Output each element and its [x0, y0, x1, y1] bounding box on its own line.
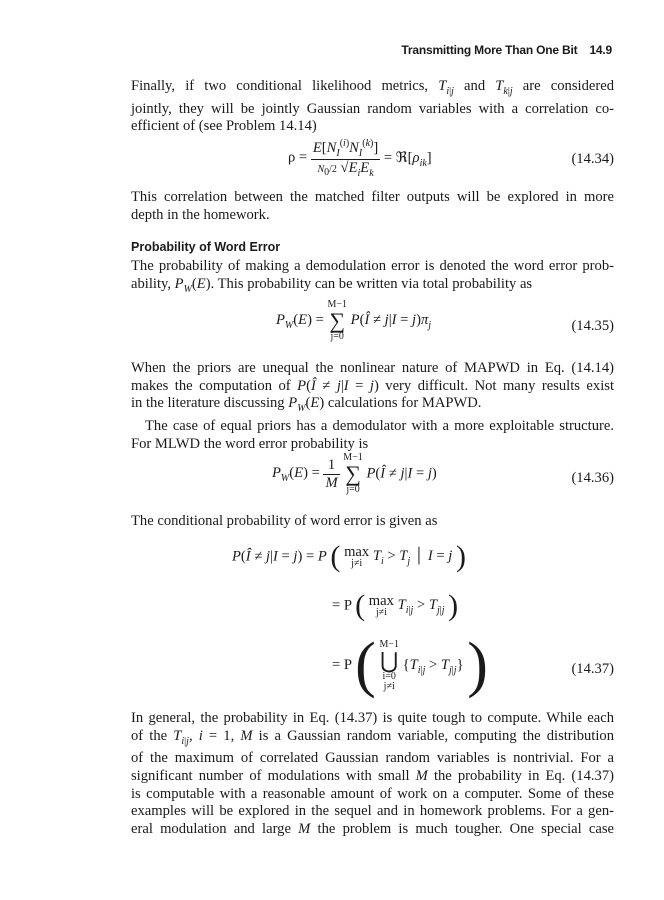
- eq4-line2-max-label: max: [368, 592, 394, 609]
- eq3-number: (14.36): [571, 470, 614, 486]
- para4-line-1: When the priors are unequal the nonlinear nature of MAPWD in Eq. (14.14): [131, 360, 614, 376]
- paren-left-icon: (: [330, 540, 341, 573]
- eq1-numerator: $E[N_I^{(i)}N_I^{(k)}]$: [312, 138, 379, 159]
- equation-14-34: [288, 138, 432, 179]
- eq1-lhs: ρ =: [288, 149, 308, 166]
- eq4-line2-body: $T_{i|j} > T_{j|j}$: [397, 597, 445, 617]
- eq1-denominator: $N_0/2$ $√E_iE_k$: [317, 159, 374, 179]
- para4-line-3: in the literature discussing $P_W(E)$ calculations for MAPWD.: [131, 395, 482, 415]
- paren-right-icon: ): [455, 540, 466, 573]
- eq4-number: (14.37): [571, 661, 614, 677]
- paren-right-icon: ): [467, 631, 488, 699]
- eq3-summation: [343, 453, 363, 495]
- eq3-sum-upper: M−1: [343, 452, 363, 463]
- paragraph-1: [131, 78, 614, 136]
- eq1-rhs: = $ℜ[\rho_{ik}]$: [383, 149, 432, 169]
- equation-14-37-line-2: [332, 589, 458, 623]
- paren-left-icon: (: [355, 589, 366, 622]
- running-header: [401, 43, 612, 57]
- eq2-sum-lower: j=0: [330, 331, 344, 342]
- eq4-line3-body: $\{T_{i|j} > T_{j|j}\}$: [402, 656, 464, 676]
- paragraph-2: [131, 189, 614, 224]
- para6-line-5: is computable with a reasonable amount of work on a computer. Some of these: [131, 785, 614, 802]
- eq3-frac-num: 1: [323, 457, 339, 475]
- eq4-line1-max-label: max: [344, 543, 370, 560]
- eq4-line2-max-sub: j≠i: [375, 607, 387, 619]
- para6-line-2: of the $T_{i|j}$, i = 1, M is a Gaussian random variable, computing the distribution: [131, 727, 615, 747]
- sigma-icon: ∑: [329, 308, 346, 333]
- eq2-number: (14.35): [571, 318, 614, 334]
- eq4-line2-max: [369, 594, 394, 619]
- equation-14-36: [272, 453, 437, 495]
- para2-line-2: depth in the homework.: [131, 206, 270, 223]
- para6-line-7: eral modulation and large M the problem is much tougher. One special case: [131, 821, 615, 838]
- para3-line-2: ability, $P_W(E)$. This probability can be written via total probability as: [131, 275, 533, 295]
- para4-line-2: makes the computation of P(Î ≠ j|I = j) very difficult. Not many results exist: [131, 377, 614, 394]
- eq4-union-upper: M−1: [379, 638, 399, 650]
- para1-line-2: jointly, they will be jointly Gaussian random variables with a correlation co-: [131, 100, 614, 117]
- equation-14-37-line-3: [332, 630, 488, 701]
- eq4-union-lower-1: i=0: [382, 670, 396, 682]
- eq2-lhs: $P_W(E)$ =: [276, 312, 324, 332]
- para5-line-1: The conditional probability of word error is given as: [131, 513, 438, 529]
- union-icon: ⋃: [380, 647, 399, 673]
- paragraph-3: [131, 258, 614, 298]
- eq4-union: [379, 640, 399, 692]
- eq1-number: (14.34): [571, 151, 614, 167]
- eq4-union-lower-2: j≠i: [383, 680, 395, 692]
- header-section-title: Transmitting More Than One Bit: [401, 43, 578, 57]
- eq2-sum-upper: M−1: [327, 299, 347, 310]
- eq4-line1-lhs: P(Î ≠ j|I = j) = P: [232, 548, 327, 565]
- eq3-fraction: [323, 457, 339, 492]
- section-heading: Probability of Word Error: [131, 240, 281, 254]
- para4-line-5: For MLWD the word error probability is: [131, 435, 369, 452]
- eq3-body: P(Î ≠ j|I = j): [366, 465, 437, 482]
- para6-line-4: significant number of modulations with small M the probability in Eq. (14.37): [131, 768, 614, 785]
- eq3-frac-den: M: [325, 474, 338, 491]
- eq4-line1-max-sub: j≠i: [351, 558, 363, 570]
- eq2-body: P(Î ≠ $j|I = j)\pi_j$: [350, 312, 432, 332]
- paren-left-icon: (: [355, 631, 376, 699]
- para6-line-1: In general, the probability in Eq. (14.37) is quite tough to compute. While each: [131, 710, 614, 726]
- eq4-line1-body: $T_i > T_j$ │ I = j: [372, 548, 453, 568]
- paragraph-6: [131, 710, 614, 839]
- para6-line-3: of the maximum of correlated Gaussian random variables is nontrivial. For a: [131, 750, 614, 767]
- equation-14-37-line-1: [232, 540, 466, 574]
- eq4-line3-lhs: = P: [332, 656, 352, 673]
- header-page-number: 14.9: [589, 43, 612, 57]
- eq1-fraction: [311, 138, 380, 179]
- para1-line-1: Finally, if two conditional likelihood metrics, $T_{i|j}$ and $T_{k|j}$ are considered: [131, 78, 614, 97]
- paren-right-icon: ): [448, 589, 459, 622]
- eq4-line1-max: [344, 545, 369, 570]
- para4-line-4: The case of equal priors has a demodulator with a more exploitable structure.: [145, 418, 614, 435]
- equation-14-35: [276, 300, 431, 342]
- eq3-sum-lower: j=0: [346, 484, 360, 495]
- para1-line-3: efficient of (see Problem 14.14): [131, 118, 317, 135]
- paragraph-5: [131, 513, 614, 531]
- para6-line-6: examples will be explored in the sequel and in homework problems. For a gen-: [131, 803, 614, 820]
- eq4-line2-lhs: = P: [332, 597, 352, 614]
- paragraph-4: [131, 360, 614, 453]
- para2-line-1: This correlation between the matched filter outputs will be explored in more: [131, 189, 614, 205]
- sigma-icon: ∑: [345, 461, 361, 486]
- eq3-lhs: $P_W(E)$ =: [272, 465, 320, 485]
- eq2-summation: [327, 300, 347, 342]
- para3-line-1: The probability of making a demodulation error is denoted the word error prob-: [131, 258, 614, 274]
